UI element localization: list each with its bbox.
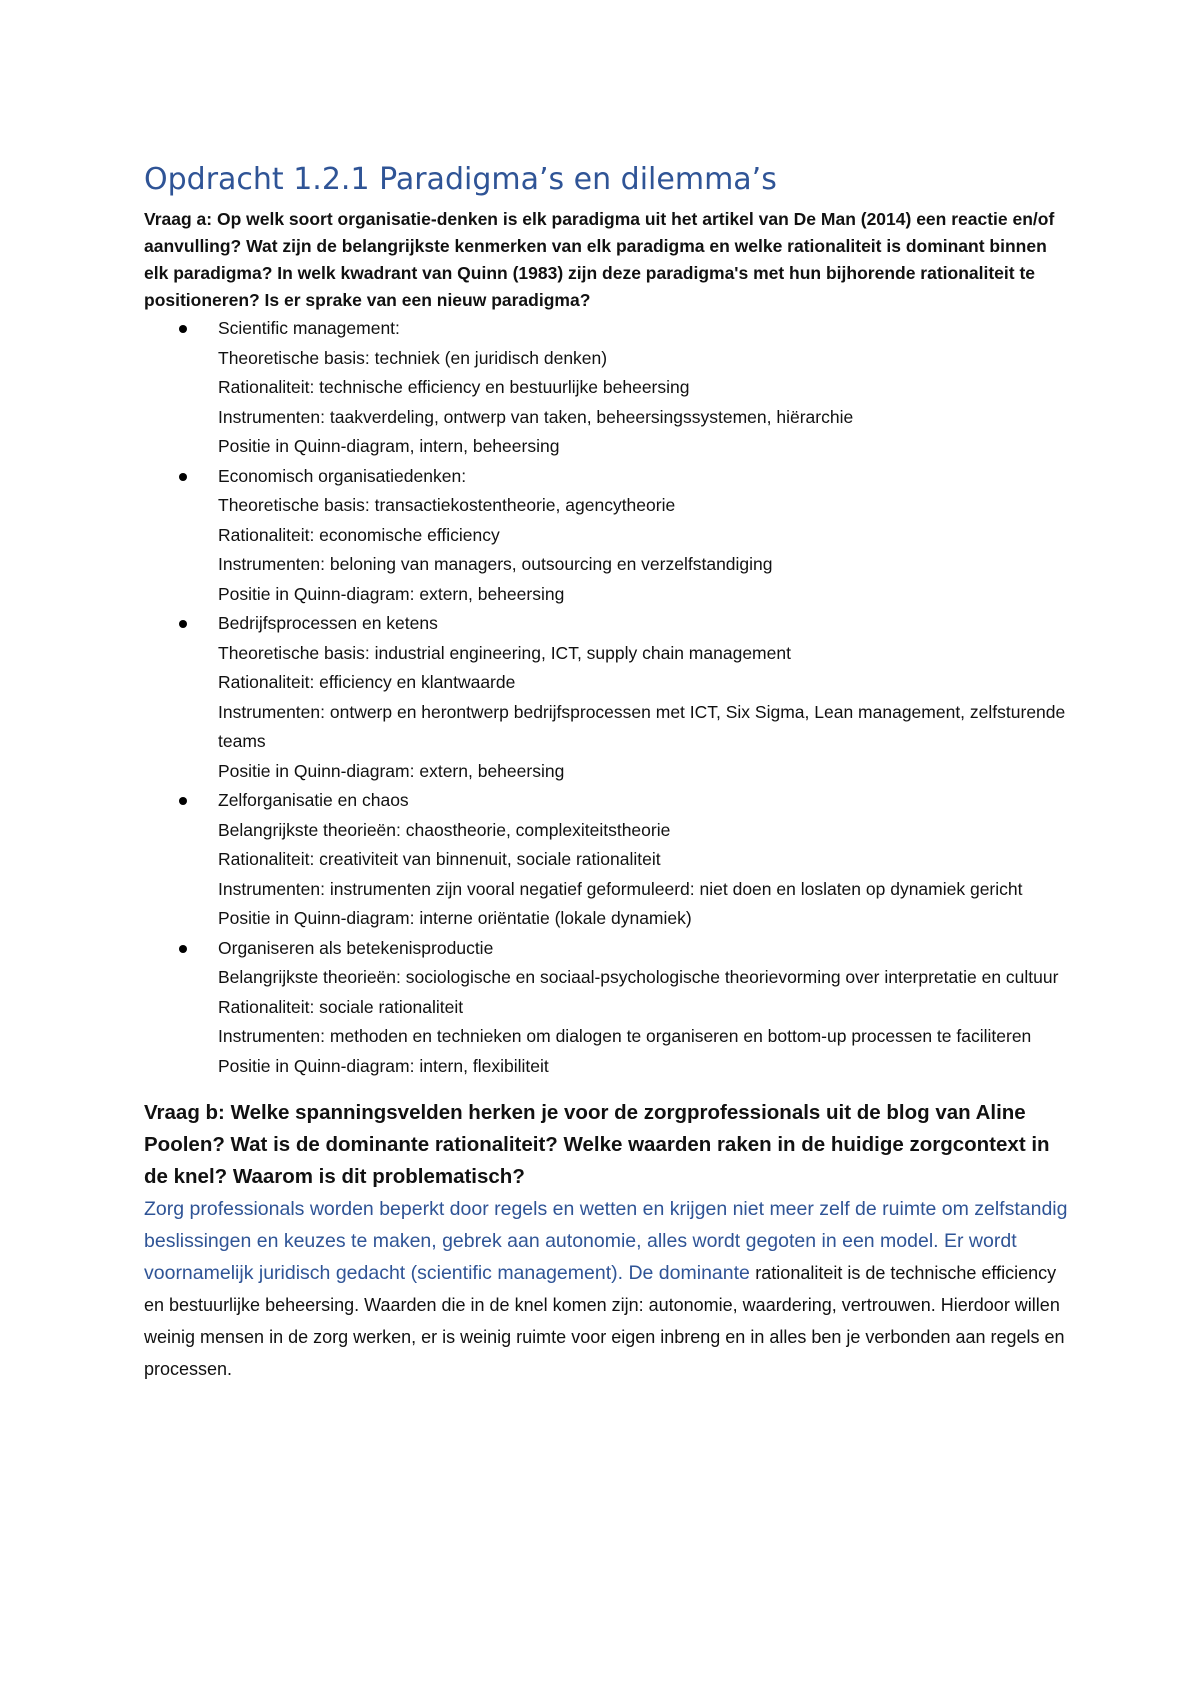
answer-b-part1: Zorg professionals worden beperkt door regels en wetten en krijgen niet meer zelf de ruimte om zelfstandig beslissingen en keuzes te maken, gebrek aan autonomie, alles wordt gegoten in een model. Er wordt voornamelijk juridisch gedacht (scientific management). De dominante xyxy=(144,1198,1068,1284)
paradigm-detail: Positie in Quinn-diagram: extern, beheersing xyxy=(218,583,565,604)
paradigm-detail: Instrumenten: methoden en technieken om dialogen te organiseren en bottom-up processen te faciliteren xyxy=(218,1026,1032,1046)
paradigm-name: Scientific management: xyxy=(218,318,400,338)
paradigm-detail: Instrumenten: taakverdeling, ontwerp van taken, beheersingssystemen, hiërarchie xyxy=(218,406,854,427)
list-item xyxy=(218,462,1074,610)
paradigm-detail: Positie in Quinn-diagram: extern, beheersing xyxy=(218,760,565,781)
paradigm-detail: Instrumenten: beloning van managers, outsourcing en verzelfstandiging xyxy=(218,554,773,574)
bullet-icon xyxy=(179,797,187,805)
paradigm-detail: Theoretische basis: industrial engineering, ICT, supply chain management xyxy=(218,642,791,663)
answer-b-part2: rationaliteit is de technische efficiency en bestuurlijke beheersing. Waarden die in de knel komen zijn: autonomie, waardering, vertrouwen. Hierdoor willen weinig mensen in de zorg werken, er is weinig ruimte voor eigen inbreng en in alles ben je verbonden aan regels en processen. xyxy=(144,1263,1065,1379)
paradigm-detail: Positie in Quinn-diagram, intern, beheersing xyxy=(218,436,560,456)
paradigm-name: Zelforganisatie en chaos xyxy=(218,790,409,810)
document-page xyxy=(144,160,1074,1385)
paradigm-detail: Rationaliteit: efficiency en klantwaarde xyxy=(218,672,516,692)
bullet-icon xyxy=(179,945,187,953)
paradigm-detail: Rationaliteit: economische efficiency xyxy=(218,524,500,545)
bullet-icon xyxy=(179,473,187,481)
paradigm-list xyxy=(144,314,1074,1081)
paradigm-detail: Theoretische basis: transactiekostentheorie, agencytheorie xyxy=(218,495,676,515)
list-item xyxy=(218,609,1074,786)
paradigm-detail: Rationaliteit: creativiteit van binnenuit, sociale rationaliteit xyxy=(218,849,661,869)
paradigm-detail: Positie in Quinn-diagram: interne oriëntatie (lokale dynamiek) xyxy=(218,908,692,928)
paradigm-detail: Theoretische basis: techniek (en juridisch denken) xyxy=(218,347,608,368)
paradigm-name: Economisch organisatiedenken: xyxy=(218,465,467,486)
bullet-icon xyxy=(179,325,187,333)
list-item xyxy=(218,934,1074,1082)
paradigm-detail: Belangrijkste theorieën: chaostheorie, complexiteitstheorie xyxy=(218,819,671,840)
paradigm-name: Organiseren als betekenisproductie xyxy=(218,937,494,958)
paradigm-detail: Belangrijkste theorieën: sociologische en sociaal-psychologische theorievorming over interpretatie en cultuur xyxy=(218,967,1059,987)
answer-b xyxy=(144,1193,1074,1385)
list-item xyxy=(218,314,1074,462)
paradigm-detail: Rationaliteit: sociale rationaliteit xyxy=(218,996,464,1017)
paradigm-detail: Positie in Quinn-diagram: intern, flexibiliteit xyxy=(218,1055,549,1076)
question-a: Vraag a: Op welk soort organisatie-denken is elk paradigma uit het artikel van De Man (2014) een reactie en/of aanvulling? Wat zijn de belangrijkste kenmerken van elk paradigma en welke rationaliteit is dominant binnen elk paradigma? In welk kwadrant van Quinn (1983) zijn deze paradigma's met hun bijhorende rationaliteit te positioneren? Is er sprake van een nieuw paradigma? xyxy=(144,209,1055,310)
page-title: Opdracht 1.2.1 Paradigma’s en dilemma’s xyxy=(144,162,777,197)
paradigm-detail: Rationaliteit: technische efficiency en bestuurlijke beheersing xyxy=(218,377,690,397)
question-b: Vraag b: Welke spanningsvelden herken je voor de zorgprofessionals uit de blog van Aline Poolen? Wat is de dominante rationaliteit? Welke waarden raken in de huidige zorgcontext in de knel? Waarom is dit problematisch? xyxy=(144,1101,1050,1188)
list-item xyxy=(218,786,1074,934)
paradigm-name: Bedrijfsprocessen en ketens xyxy=(218,613,438,633)
bullet-icon xyxy=(179,620,187,628)
paradigm-detail: Instrumenten: instrumenten zijn vooral negatief geformuleerd: niet doen en loslaten op dynamiek gericht xyxy=(218,878,1023,899)
paradigm-detail: Instrumenten: ontwerp en herontwerp bedrijfsprocessen met ICT, Six Sigma, Lean management, zelfsturende teams xyxy=(218,701,1066,751)
